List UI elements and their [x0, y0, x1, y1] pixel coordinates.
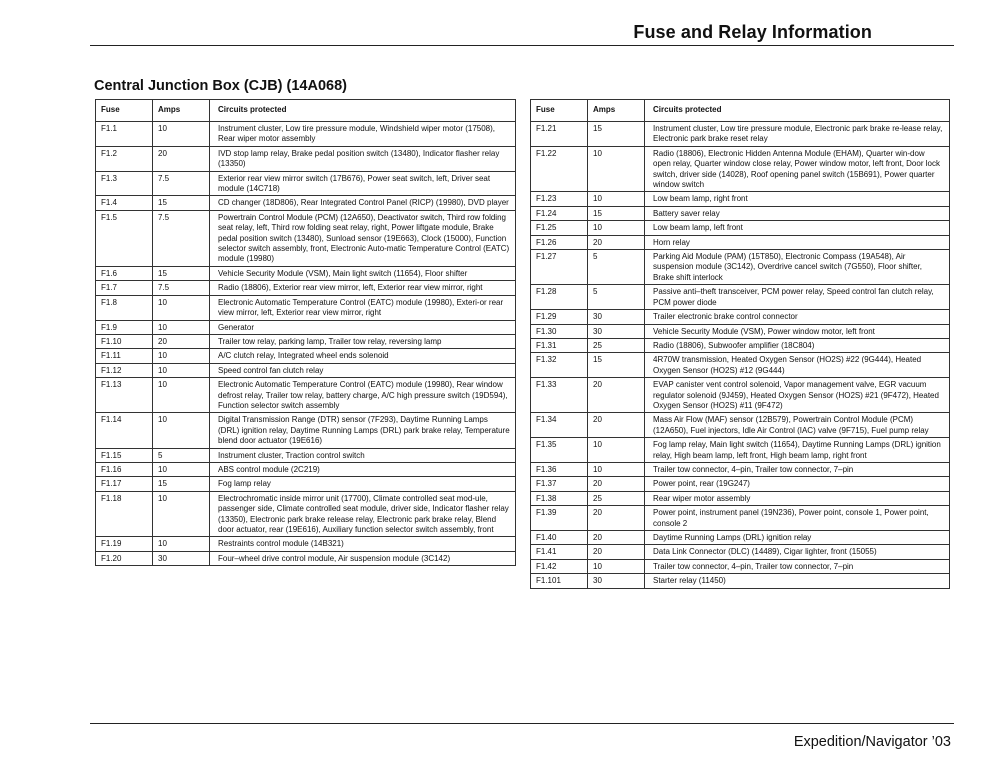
- circuits-cell: Electronic Automatic Temperature Control (EATC) module (19980), Rear window defrost relay, Trailer tow relay, battery charge, A/C high pressure switch (19D594), Function selector switch assembly: [210, 378, 516, 413]
- table-header-row: [531, 100, 950, 122]
- table-row: [531, 462, 950, 476]
- amps-cell: 10: [588, 192, 645, 206]
- table-row: [96, 537, 516, 551]
- fuse-cell: F1.8: [96, 295, 153, 320]
- amps-cell: 10: [588, 438, 645, 463]
- amps-cell: 30: [588, 574, 645, 588]
- fuse-column-header: Fuse: [96, 100, 153, 122]
- table-row: [96, 320, 516, 334]
- circuits-cell: Powertrain Control Module (PCM) (12A650), Deactivator switch, Third row folding seat relay, left, Third row folding seat relay, right, Power liftgate module, Brake pedal position switch (13480), Sunload sensor (19E663), Clock (15000), Function selector switch assembly, front, Electronic Auto-matic Temperature Control (EATC) module (19980): [210, 210, 516, 266]
- table-row: [96, 281, 516, 295]
- fuse-cell: F1.11: [96, 349, 153, 363]
- amps-cell: 10: [153, 295, 210, 320]
- amps-cell: 5: [153, 448, 210, 462]
- amps-cell: 10: [153, 462, 210, 476]
- amps-cell: 20: [588, 378, 645, 413]
- fuse-cell: F1.3: [96, 171, 153, 196]
- circuits-cell: Trailer tow connector, 4–pin, Trailer tow connector, 7–pin: [645, 462, 950, 476]
- amps-cell: 5: [588, 250, 645, 285]
- amps-cell: 20: [153, 146, 210, 171]
- circuits-cell: Trailer electronic brake control connector: [645, 310, 950, 324]
- table-row: [531, 192, 950, 206]
- fuse-table-left: [95, 99, 516, 566]
- amps-cell: 20: [153, 334, 210, 348]
- table-row: [531, 559, 950, 573]
- table-row: [96, 448, 516, 462]
- table-row: [531, 250, 950, 285]
- fuse-cell: F1.31: [531, 338, 588, 352]
- fuse-cell: F1.14: [96, 413, 153, 448]
- circuits-cell: CD changer (18D806), Rear Integrated Control Panel (RICP) (19980), DVD player: [210, 196, 516, 210]
- fuse-cell: F1.28: [531, 285, 588, 310]
- amps-cell: 15: [588, 353, 645, 378]
- fuse-cell: F1.33: [531, 378, 588, 413]
- circuits-cell: Speed control fan clutch relay: [210, 363, 516, 377]
- amps-cell: 15: [153, 477, 210, 491]
- circuits-cell: Digital Transmission Range (DTR) sensor (7F293), Daytime Running Lamps (DRL) ignition relay, Daytime Running Lamps (DRL) park brake relay, Temperature blend door actuator (19E616): [210, 413, 516, 448]
- table-row: [531, 413, 950, 438]
- fuse-cell: F1.5: [96, 210, 153, 266]
- fuse-cell: F1.37: [531, 477, 588, 491]
- table-row: [531, 378, 950, 413]
- circuits-column-header: Circuits protected: [645, 100, 950, 122]
- fuse-table-body: [531, 122, 950, 589]
- amps-cell: 20: [588, 545, 645, 559]
- amps-cell: 25: [588, 338, 645, 352]
- fuse-cell: F1.24: [531, 206, 588, 220]
- table-row: [96, 551, 516, 565]
- circuits-cell: A/C clutch relay, Integrated wheel ends solenoid: [210, 349, 516, 363]
- fuse-cell: F1.2: [96, 146, 153, 171]
- fuse-cell: F1.22: [531, 146, 588, 192]
- fuse-table-body: [96, 122, 516, 566]
- amps-cell: 10: [153, 413, 210, 448]
- circuits-cell: Passive anti–theft transceiver, PCM power relay, Speed control fan clutch relay, PCM power diode: [645, 285, 950, 310]
- amps-cell: 10: [588, 462, 645, 476]
- table-row: [531, 531, 950, 545]
- table-row: [531, 221, 950, 235]
- amps-cell: 10: [153, 537, 210, 551]
- table-row: [96, 122, 516, 147]
- footer-text: Expedition/Navigator ’03: [793, 734, 951, 750]
- circuits-cell: Exterior rear view mirror switch (17B676), Power seat switch, left, Driver seat module (14C718): [210, 171, 516, 196]
- fuse-cell: F1.20: [96, 551, 153, 565]
- circuits-cell: Instrument cluster, Low tire pressure module, Electronic park brake re-lease relay, Electronic park brake reset relay: [645, 122, 950, 147]
- circuits-cell: ABS control module (2C219): [210, 462, 516, 476]
- fuse-cell: F1.39: [531, 506, 588, 531]
- amps-cell: 25: [588, 491, 645, 505]
- table-row: [531, 353, 950, 378]
- amps-column-header: Amps: [588, 100, 645, 122]
- amps-cell: 15: [153, 196, 210, 210]
- circuits-cell: Rear wiper motor assembly: [645, 491, 950, 505]
- amps-cell: 20: [588, 477, 645, 491]
- amps-cell: 7.5: [153, 171, 210, 196]
- table-row: [96, 462, 516, 476]
- table-row: [531, 574, 950, 588]
- table-header-row: [96, 100, 516, 122]
- circuits-cell: Radio (18806), Electronic Hidden Antenna Module (EHAM), Quarter win-dow open relay, Quarter window close relay, Power window motor, left front, Door lock switch, driver side (14028), Roof opening panel switch (15B691), Power quarter window switch: [645, 146, 950, 192]
- fuse-cell: F1.17: [96, 477, 153, 491]
- fuse-cell: F1.4: [96, 196, 153, 210]
- fuse-cell: F1.101: [531, 574, 588, 588]
- circuits-cell: Radio (18806), Subwoofer amplifier (18C804): [645, 338, 950, 352]
- table-row: [96, 146, 516, 171]
- amps-cell: 20: [588, 235, 645, 249]
- amps-cell: 10: [588, 221, 645, 235]
- circuits-cell: Restraints control module (14B321): [210, 537, 516, 551]
- amps-cell: 10: [153, 378, 210, 413]
- amps-cell: 7.5: [153, 210, 210, 266]
- fuse-cell: F1.15: [96, 448, 153, 462]
- fuse-table-right: [530, 99, 950, 589]
- fuse-cell: F1.29: [531, 310, 588, 324]
- footer-rule: [90, 723, 954, 724]
- table-row: [96, 477, 516, 491]
- amps-cell: 20: [588, 506, 645, 531]
- amps-cell: 10: [153, 349, 210, 363]
- table-row: [531, 206, 950, 220]
- circuits-cell: Low beam lamp, left front: [645, 221, 950, 235]
- circuits-cell: Data Link Connector (DLC) (14489), Cigar lighter, front (15055): [645, 545, 950, 559]
- circuits-cell: Generator: [210, 320, 516, 334]
- fuse-cell: F1.18: [96, 491, 153, 537]
- amps-cell: 10: [588, 559, 645, 573]
- circuits-cell: Battery saver relay: [645, 206, 950, 220]
- table-row: [531, 491, 950, 505]
- circuits-cell: Starter relay (11450): [645, 574, 950, 588]
- fuse-cell: F1.38: [531, 491, 588, 505]
- circuits-cell: Daytime Running Lamps (DRL) ignition relay: [645, 531, 950, 545]
- amps-cell: 15: [588, 122, 645, 147]
- circuits-cell: Vehicle Security Module (VSM), Main light switch (11654), Floor shifter: [210, 266, 516, 280]
- fuse-cell: F1.35: [531, 438, 588, 463]
- table-row: [96, 266, 516, 280]
- table-row: [96, 295, 516, 320]
- circuits-cell: 4R70W transmission, Heated Oxygen Sensor (HO2S) #22 (9G444), Heated Oxygen Sensor (HO2S) #12 (9G444): [645, 353, 950, 378]
- table-row: [96, 363, 516, 377]
- fuse-cell: F1.40: [531, 531, 588, 545]
- amps-cell: 15: [153, 266, 210, 280]
- circuits-cell: Electronic Automatic Temperature Control (EATC) module (19980), Exteri-or rear view mirror, left, Exterior rear view mirror, right: [210, 295, 516, 320]
- table-row: [96, 171, 516, 196]
- table-row: [531, 235, 950, 249]
- amps-column-header: Amps: [153, 100, 210, 122]
- fuse-cell: F1.25: [531, 221, 588, 235]
- fuse-cell: F1.26: [531, 235, 588, 249]
- fuse-cell: F1.16: [96, 462, 153, 476]
- table-row: [531, 338, 950, 352]
- circuits-cell: Trailer tow relay, parking lamp, Trailer tow relay, reversing lamp: [210, 334, 516, 348]
- circuits-cell: Four–wheel drive control module, Air suspension module (3C142): [210, 551, 516, 565]
- amps-cell: 30: [588, 324, 645, 338]
- table-row: [531, 545, 950, 559]
- amps-cell: 10: [153, 122, 210, 147]
- table-row: [531, 324, 950, 338]
- fuse-cell: F1.9: [96, 320, 153, 334]
- circuits-cell: Electrochromatic inside mirror unit (17700), Climate controlled seat mod-ule, passenger side, Climate controlled seat module, driver side, Indicator flasher relay (13350), Electronic park brake release relay, Electronic park brake relay, Blend door actuator, rear (19E616), Auxiliary function selector switch assembly, front: [210, 491, 516, 537]
- amps-cell: 10: [588, 146, 645, 192]
- fuse-cell: F1.6: [96, 266, 153, 280]
- table-row: [531, 438, 950, 463]
- table-row: [96, 210, 516, 266]
- fuse-cell: F1.13: [96, 378, 153, 413]
- page-title: Fuse and Relay Information: [633, 22, 872, 42]
- circuits-cell: Trailer tow connector, 4–pin, Trailer tow connector, 7–pin: [645, 559, 950, 573]
- fuse-cell: F1.19: [96, 537, 153, 551]
- circuits-cell: Vehicle Security Module (VSM), Power window motor, left front: [645, 324, 950, 338]
- circuits-cell: Mass Air Flow (MAF) sensor (12B579), Powertrain Control Module (PCM) (12A650), Fuel injectors, Idle Air Control (IAC) valve (9F715), Fuel pump relay: [645, 413, 950, 438]
- amps-cell: 20: [588, 413, 645, 438]
- fuse-cell: F1.21: [531, 122, 588, 147]
- circuits-cell: Fog lamp relay, Main light switch (11654), Daytime Running Lamps (DRL) ignition relay, High beam lamp, left front, High beam lamp, right front: [645, 438, 950, 463]
- table-row: [531, 310, 950, 324]
- fuse-cell: F1.36: [531, 462, 588, 476]
- fuse-cell: F1.27: [531, 250, 588, 285]
- fuse-cell: F1.10: [96, 334, 153, 348]
- circuits-cell: Radio (18806), Exterior rear view mirror, left, Exterior rear view mirror, right: [210, 281, 516, 295]
- fuse-cell: F1.7: [96, 281, 153, 295]
- fuse-cell: F1.42: [531, 559, 588, 573]
- circuits-cell: EVAP canister vent control solenoid, Vapor management valve, EGR vacuum regulator solenoid (9J459), Heated Oxygen Sensor (HO2S) #21 (9F472), Heated Oxygen Sensor (HO2S) #11 (9F472): [645, 378, 950, 413]
- fuse-cell: F1.1: [96, 122, 153, 147]
- amps-cell: 10: [153, 491, 210, 537]
- amps-cell: 10: [153, 320, 210, 334]
- amps-cell: 20: [588, 531, 645, 545]
- table-row: [531, 146, 950, 192]
- fuse-cell: F1.12: [96, 363, 153, 377]
- circuits-cell: Parking Aid Module (PAM) (15T850), Electronic Compass (19A548), Air suspension module (3C142), Overdrive cancel switch (7G550), Floor shifter, Brake shift interlock: [645, 250, 950, 285]
- table-row: [531, 122, 950, 147]
- circuits-cell: Horn relay: [645, 235, 950, 249]
- table-row: [531, 477, 950, 491]
- fuse-cell: F1.32: [531, 353, 588, 378]
- circuits-cell: Power point, instrument panel (19N236), Power point, console 1, Power point, console 2: [645, 506, 950, 531]
- amps-cell: 7.5: [153, 281, 210, 295]
- fuse-cell: F1.41: [531, 545, 588, 559]
- amps-cell: 5: [588, 285, 645, 310]
- fuse-column-header: Fuse: [531, 100, 588, 122]
- table-row: [96, 378, 516, 413]
- circuits-cell: IVD stop lamp relay, Brake pedal position switch (13480), Indicator flasher relay (13350): [210, 146, 516, 171]
- circuits-cell: Instrument cluster, Traction control switch: [210, 448, 516, 462]
- circuits-cell: Power point, rear (19G247): [645, 477, 950, 491]
- fuse-cell: F1.23: [531, 192, 588, 206]
- header-rule: [90, 45, 954, 46]
- table-row: [96, 334, 516, 348]
- section-title: Central Junction Box (CJB) (14A068): [94, 78, 347, 94]
- table-row: [96, 196, 516, 210]
- circuits-cell: Fog lamp relay: [210, 477, 516, 491]
- table-row: [531, 285, 950, 310]
- amps-cell: 30: [588, 310, 645, 324]
- circuits-column-header: Circuits protected: [210, 100, 516, 122]
- table-row: [96, 349, 516, 363]
- fuse-cell: F1.34: [531, 413, 588, 438]
- amps-cell: 15: [588, 206, 645, 220]
- circuits-cell: Low beam lamp, right front: [645, 192, 950, 206]
- amps-cell: 10: [153, 363, 210, 377]
- table-row: [96, 413, 516, 448]
- fuse-cell: F1.30: [531, 324, 588, 338]
- amps-cell: 30: [153, 551, 210, 565]
- circuits-cell: Instrument cluster, Low tire pressure module, Windshield wiper motor (17508), Rear wiper motor assembly: [210, 122, 516, 147]
- table-row: [96, 491, 516, 537]
- table-row: [531, 506, 950, 531]
